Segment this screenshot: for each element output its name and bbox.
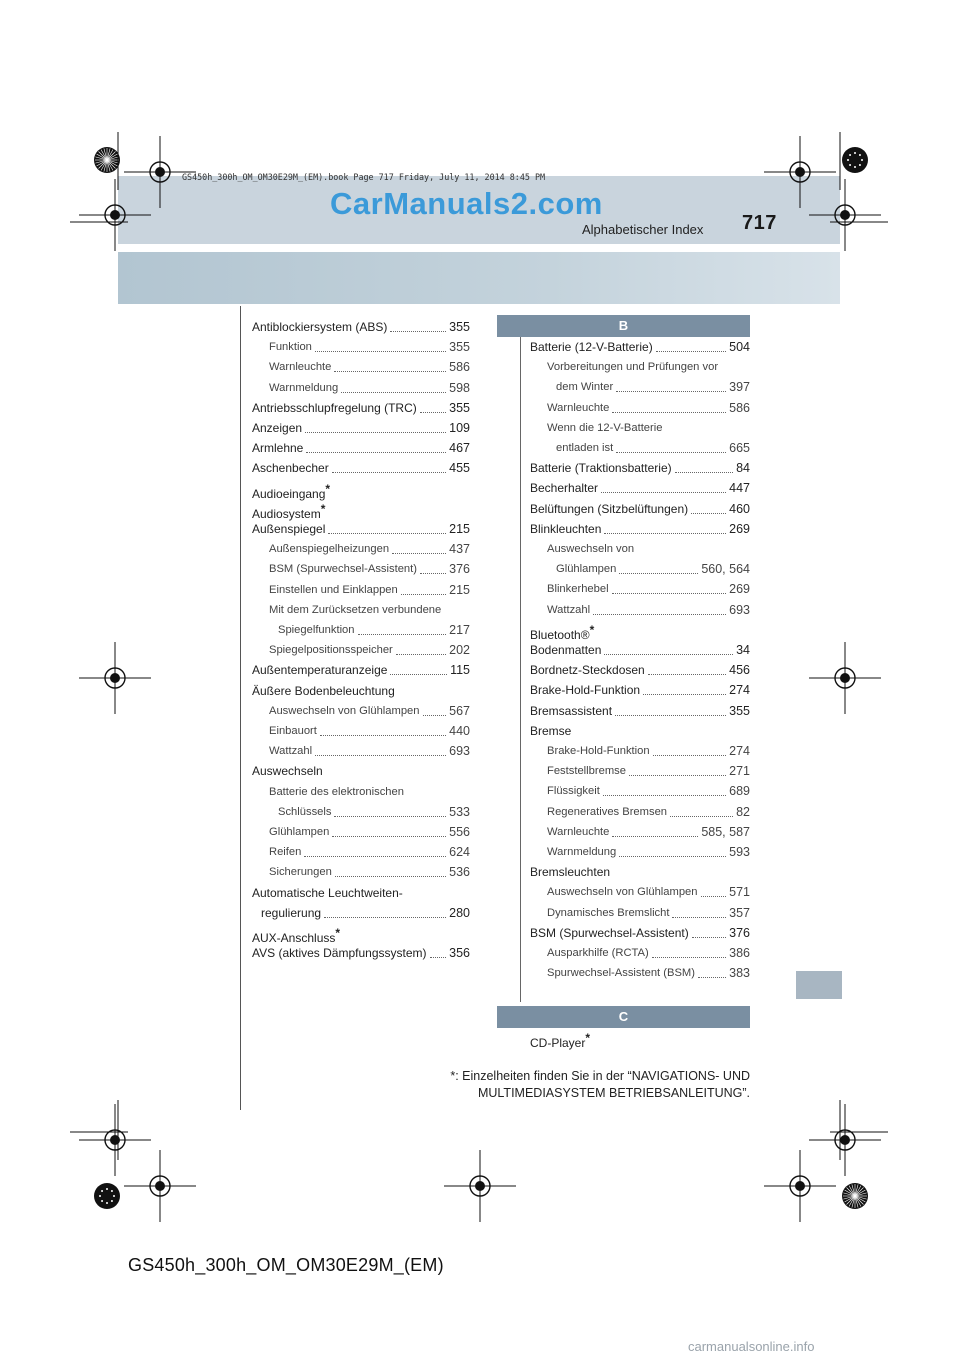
index-term: Blinkerhebel [547, 583, 609, 596]
index-term: regulierung [261, 905, 322, 920]
index-term: Spiegelfunktion [278, 624, 355, 636]
index-term: Warnleuchte [269, 361, 332, 374]
index-term: Auswechseln [252, 764, 323, 779]
footnote-line-1: *: Einzelheiten finden Sie in der “NAVIGATIONS- UND [450, 1069, 750, 1083]
page-reference[interactable]: 269 [729, 582, 750, 597]
footnote-marker: * [335, 926, 341, 940]
page-reference[interactable]: 386 [729, 946, 750, 960]
page-number: 717 [742, 212, 777, 234]
index-term: Antriebsschlupfregelung (TRC) [252, 400, 417, 415]
index-term: Spiegelpositionsspeicher [269, 644, 393, 657]
index-term: Aschenbecher [252, 461, 329, 476]
index-term: Sicherungen [269, 866, 332, 879]
index-term: Bordnetz-Steckdosen [530, 663, 645, 678]
page-reference[interactable]: 397 [729, 380, 750, 395]
page-reference[interactable]: 109 [449, 421, 470, 435]
index-term: Batterie (Traktionsbatterie) [530, 461, 672, 476]
index-term: Vorbereitungen und Prüfungen vor [547, 361, 719, 374]
footnote-marker: * [320, 501, 326, 516]
page-reference[interactable]: 115 [450, 663, 470, 678]
index-term: AUX-Anschluss [252, 931, 336, 945]
index-term: Batterie (12-V-Batterie) [530, 340, 653, 354]
index-term: Warnleuchte [547, 401, 610, 414]
page-reference[interactable]: 693 [449, 744, 470, 759]
section-header-b: B [497, 315, 750, 337]
page-reference[interactable]: 215 [449, 582, 470, 597]
page-reference[interactable]: 355 [449, 400, 470, 415]
index-term: Audioeingang [252, 486, 326, 501]
page-reference[interactable]: 560, 564 [701, 562, 750, 577]
index-term: Außenspiegelheizungen [269, 543, 390, 556]
page-reference[interactable]: 376 [729, 925, 750, 940]
index-term: Bremsleuchten [530, 865, 611, 880]
page-reference[interactable]: 586 [449, 360, 470, 375]
index-term: Einbauort [269, 725, 317, 737]
index-term: Bremsassistent [530, 703, 613, 718]
index-term: dem Winter [556, 381, 614, 394]
page-reference[interactable]: 355 [449, 320, 470, 334]
index-term: Belüftungen (Sitzbelüftungen) [530, 501, 689, 516]
page-reference[interactable]: 274 [729, 683, 750, 698]
index-term: Wenn die 12-V-Batterie [547, 421, 663, 434]
index-term: Spurwechsel-Assistent (BSM) [547, 967, 695, 980]
page-reference[interactable]: 585, 587 [701, 824, 750, 839]
index-term: Automatische Leuchtweiten- [252, 885, 403, 900]
index-term: Glühlampen [556, 563, 617, 576]
index-term: Auswechseln von [547, 543, 635, 555]
index-term: Anzeigen [252, 421, 303, 435]
page-reference[interactable]: 217 [449, 623, 470, 637]
index-term: Audiosystem [252, 506, 321, 521]
section-header-c: C [497, 1006, 750, 1028]
footnote-line-2: MULTIMEDIASYSTEM BETRIEBSANLEITUNG”. [477, 1086, 750, 1100]
page-reference[interactable]: 556 [449, 825, 470, 839]
page-reference[interactable]: 437 [449, 542, 470, 557]
page-reference[interactable]: 467 [449, 441, 470, 456]
index-term: Wattzahl [269, 745, 313, 758]
index-term: Brake-Hold-Funktion [547, 745, 650, 757]
page-reference[interactable]: 447 [729, 481, 750, 496]
watermark-bottom[interactable]: carmanualsonline.info [688, 1339, 815, 1354]
index-term: Warnleuchte [547, 825, 610, 838]
index-term: entladen ist [556, 442, 614, 454]
index-term: Brake-Hold-Funktion [530, 683, 641, 698]
page-reference[interactable]: 460 [729, 501, 750, 516]
index-term: BSM (Spurwechsel-Assistent) [269, 563, 417, 576]
page-reference[interactable]: 383 [729, 966, 750, 981]
index-term: Antiblockiersystem (ABS) [252, 320, 388, 334]
page-reference[interactable]: 355 [449, 340, 470, 355]
index-term: Armlehne [252, 441, 304, 456]
index-term: Auswechseln von Glühlampen [269, 704, 420, 717]
page-reference[interactable]: 440 [449, 724, 470, 738]
footnote-marker: * [325, 481, 331, 496]
index-term: Becherhalter [530, 481, 599, 496]
book-info-line: GS450h_300h_OM_OM30E29M_(EM).book Page 717 Friday, July 11, 2014 8:45 PM [182, 172, 546, 182]
index-term: Mit dem Zurücksetzen verbundene [269, 603, 442, 616]
index-term: Flüssigkeit [547, 785, 600, 798]
footnote-marker: * [585, 1031, 591, 1045]
index-term: Funktion [269, 341, 312, 354]
index-term: Ausparkhilfe (RCTA) [547, 947, 649, 959]
index-term: Reifen [269, 846, 302, 859]
index-term: CD-Player [530, 1036, 586, 1050]
page-reference[interactable]: 571 [729, 885, 750, 900]
index-term: Feststellbremse [547, 765, 626, 778]
page-reference[interactable]: 271 [729, 764, 750, 779]
page-reference[interactable]: 665 [729, 441, 750, 455]
page-reference[interactable]: 357 [729, 905, 750, 920]
page-reference[interactable]: 274 [729, 744, 750, 758]
page-reference[interactable]: 34 [736, 643, 750, 657]
document-code: GS450h_300h_OM_OM30E29M_(EM) [128, 1255, 444, 1275]
index-term: Wattzahl [547, 603, 591, 616]
page-reference[interactable]: 586 [729, 400, 750, 415]
page-reference[interactable]: 624 [449, 845, 470, 860]
index-term: Warnmeldung [269, 381, 339, 394]
page-reference[interactable]: 84 [736, 461, 750, 476]
page-reference[interactable]: 355 [729, 703, 750, 718]
index-term: Dynamisches Bremslicht [547, 906, 670, 919]
index-term: Blinkleuchten [530, 521, 602, 536]
index-term: Bremse [530, 723, 572, 738]
page-reference[interactable]: 598 [449, 380, 470, 395]
page-reference[interactable]: 356 [449, 946, 470, 961]
page-reference[interactable]: 455 [449, 461, 470, 476]
page-reference[interactable]: 269 [729, 521, 750, 536]
page-reference[interactable]: 593 [729, 845, 750, 859]
page-reference[interactable]: 202 [449, 643, 470, 658]
page-reference[interactable]: 82 [736, 804, 750, 819]
index-term: Bluetooth® [530, 627, 590, 642]
section-title: Alphabetischer Index [582, 222, 704, 237]
footnote-marker: * [589, 622, 595, 637]
index-term: Regeneratives Bremsen [547, 805, 668, 818]
index-term: Bodenmatten [530, 643, 602, 657]
watermark-logo[interactable]: CarManuals2.com [330, 186, 603, 221]
index-term: Glühlampen [269, 826, 330, 838]
index-term: Schlüssels [278, 805, 332, 818]
page-reference[interactable]: 533 [449, 804, 470, 819]
index-term: Außenspiegel [252, 522, 326, 536]
page-reference[interactable]: 536 [449, 865, 470, 880]
page-reference[interactable]: 215 [449, 522, 470, 536]
index-term: Einstellen und Einklappen [269, 583, 398, 596]
page-reference[interactable]: 567 [449, 703, 470, 718]
index-term: Warnmeldung [547, 846, 617, 858]
index-term: BSM (Spurwechsel-Assistent) [530, 925, 689, 940]
page-reference[interactable]: 456 [729, 663, 750, 678]
index-term: AVS (aktives Dämpfungssystem) [252, 946, 427, 961]
page-reference[interactable]: 689 [729, 784, 750, 799]
page-reference[interactable]: 693 [729, 602, 750, 617]
page-reference[interactable]: 280 [449, 905, 470, 920]
index-term: Äußere Bodenbeleuchtung [252, 683, 395, 698]
index-term: Batterie des elektronischen [269, 785, 404, 798]
page-reference[interactable]: 504 [729, 340, 750, 354]
page-reference[interactable]: 376 [449, 562, 470, 577]
index-term: Außentemperaturanzeige [252, 663, 388, 678]
index-term: Auswechseln von Glühlampen [547, 886, 698, 899]
